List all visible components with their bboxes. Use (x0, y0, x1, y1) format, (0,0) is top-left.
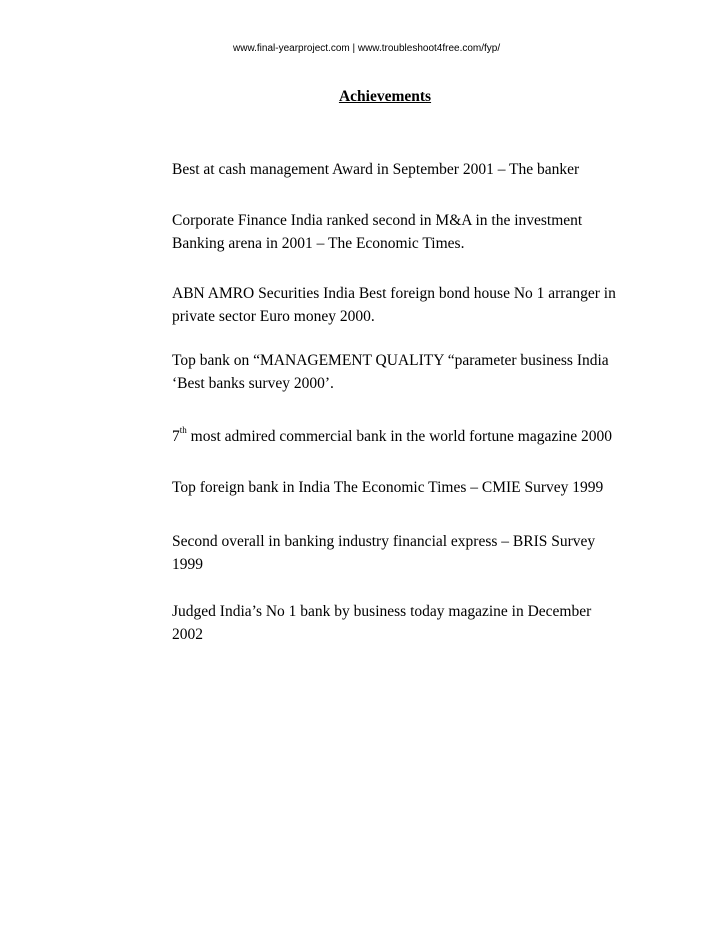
page-header: www.final-yearproject.com | www.troubleshoot4free.com/fyp/ (233, 43, 501, 54)
achievement-item (172, 349, 642, 395)
achievement-line: Top bank on “MANAGEMENT QUALITY “parameter business India (172, 352, 609, 369)
achievement-item (172, 282, 642, 328)
achievement-item (172, 425, 642, 448)
achievement-line: Second overall in banking industry financial express – BRIS Survey (172, 533, 596, 550)
achievement-ordinal-suffix: th (179, 424, 187, 435)
achievement-line: 2002 (172, 626, 203, 643)
achievement-item (172, 209, 642, 255)
achievement-item (172, 530, 642, 576)
achievement-item (172, 476, 642, 499)
page-title: Achievements (338, 88, 432, 105)
achievement-line: ABN AMRO Securities India Best foreign bond house No 1 arranger in (172, 285, 616, 302)
achievement-line: Banking arena in 2001 – The Economic Times. (172, 235, 465, 252)
achievement-item (172, 600, 642, 646)
achievement-line (172, 425, 642, 448)
achievement-line: 1999 (172, 556, 203, 573)
achievement-item (172, 158, 642, 181)
achievement-line: Best at cash management Award in September 2001 – The banker (172, 161, 580, 178)
achievement-line: Corporate Finance India ranked second in M&A in the investment (172, 212, 583, 229)
achievement-line: Judged India’s No 1 bank by business today magazine in December (172, 603, 592, 620)
achievement-line: Top foreign bank in India The Economic Times – CMIE Survey 1999 (172, 479, 604, 496)
achievement-line: ‘Best banks survey 2000’. (172, 375, 334, 392)
achievement-ordinal: 7 (172, 428, 180, 445)
achievement-line: private sector Euro money 2000. (172, 308, 375, 325)
achievement-line-text: most admired commercial bank in the world fortune magazine 2000 (186, 428, 613, 445)
